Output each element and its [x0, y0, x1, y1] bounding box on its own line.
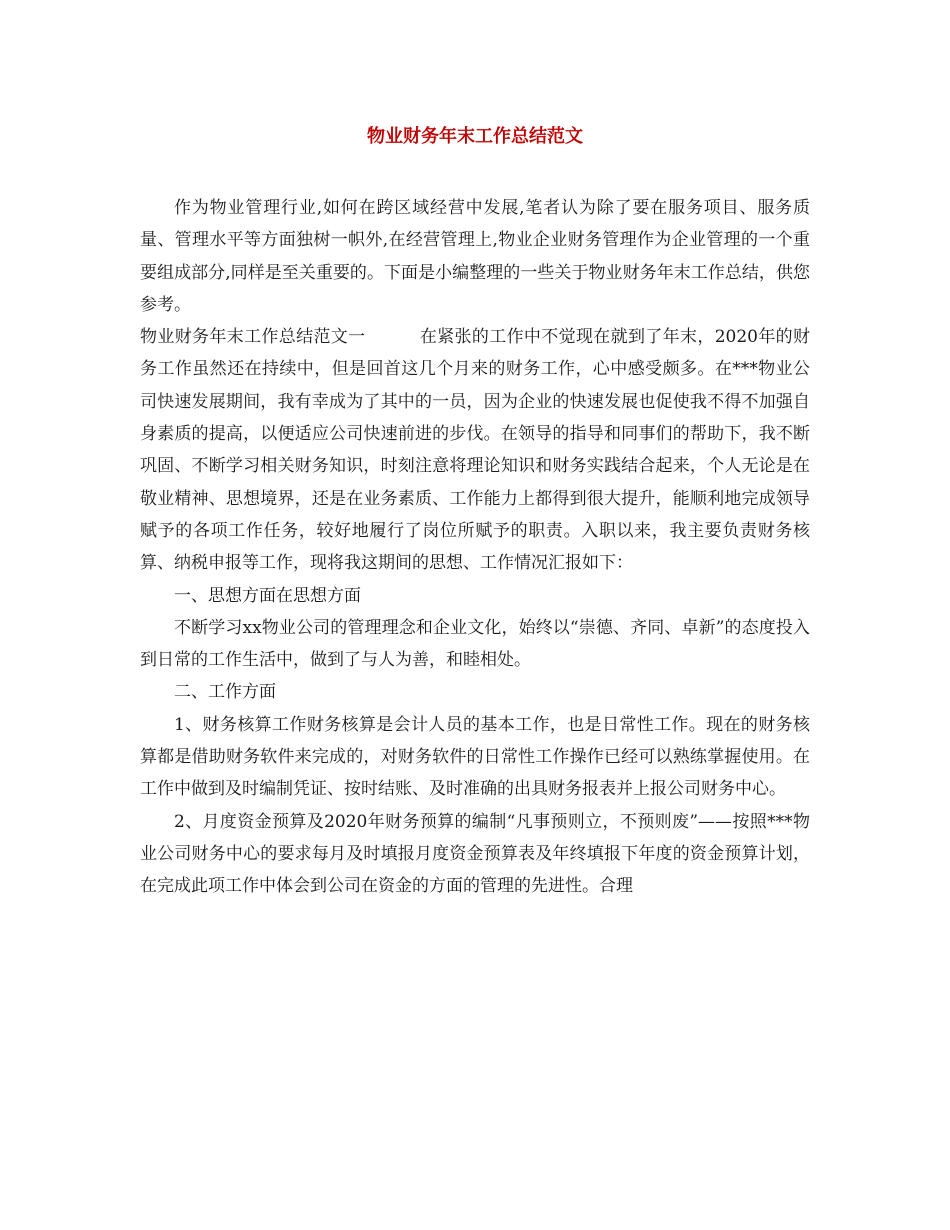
intro-paragraph: 作为物业管理行业,如何在跨区域经营中发展,笔者认为除了要在服务项目、服务质量、管理水平等方面独树一帜外,在经营管理上,物业企业财务管理作为企业管理的一个重要组成部分,同样是至关重要的。下面是小编整理的一些关于物业财务年末工作总结，供您参考。	[140, 198, 810, 315]
point-two-heading: 二、工作方面	[174, 682, 276, 703]
document-title: 物业财务年末工作总结范文	[367, 126, 583, 147]
point-one-heading: 一、思想方面在思想方面	[174, 585, 361, 606]
point-one-paragraph: 不断学习xx物业公司的管理理念和企业文化，始终以“崇德、齐同、卓新”的态度投入到日常的工作生活中，做到了与人为善，和睦相处。	[140, 617, 810, 671]
section-one-paragraph	[140, 321, 810, 579]
document-body	[140, 192, 810, 903]
section-one-heading: 物业财务年末工作总结范文一	[140, 327, 366, 348]
item-two-paragraph: 2、月度资金预算及2020年财务预算的编制“凡事预则立，不预则废”——按照***物业公司财务中心的要求每月及时填报月度资金预算表及年终填报下年度的资金预算计划，在完成此项工作中体会到公司在资金的方面的管理的先进性。合理	[140, 811, 810, 897]
item-one-paragraph: 1、财务核算工作财务核算是会计人员的基本工作，也是日常性工作。现在的财务核算都是借助财务软件来完成的，对财务软件的日常性工作操作已经可以熟练掌握使用。在工作中做到及时编制凭证、按时结账、及时准确的出具财务报表并上报公司财务中心。	[140, 714, 810, 800]
section-one-body: 在紧张的工作中不觉现在就到了年末，2020年的财务工作虽然还在持续中，但是回首这几个月来的财务工作，心中感受颇多。在***物业公司快速发展期间，我有幸成为了其中的一员，因为企业的快速发展也促使我不得不加强自身素质的提高，以便适应公司快速前进的步伐。在领导的指导和同事们的帮助下，我不断巩固、不断学习相关财务知识，时刻注意将理论知识和财务实践结合起来，个人无论是在敬业精神、思想境界，还是在业务素质、工作能力上都得到很大提升，能顺利地完成领导赋予的各项工作任务，较好地履行了岗位所赋予的职责。入职以来，我主要负责财务核算、纳税申报等工作，现将我这期间的思想、工作情况汇报如下：	[140, 327, 811, 574]
